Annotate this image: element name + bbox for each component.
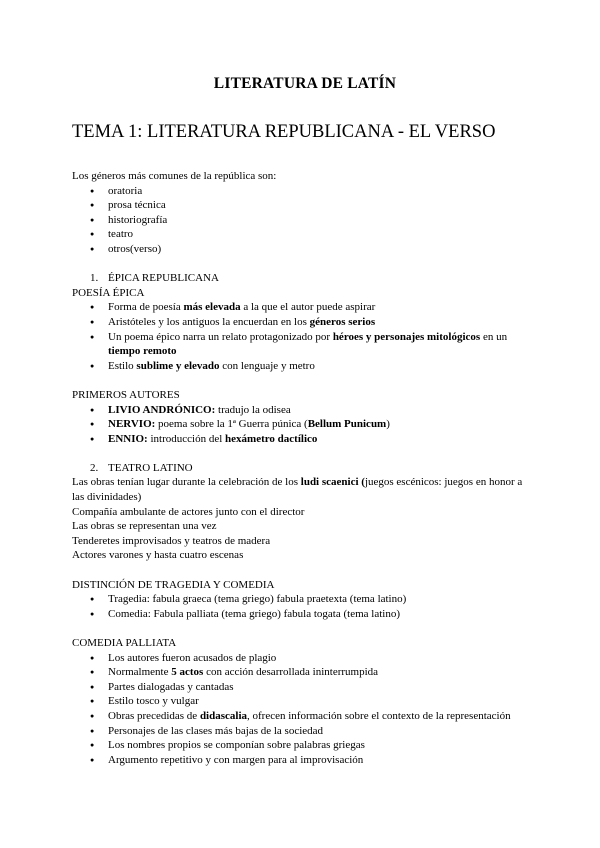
subheading-primeros-autores (72, 388, 532, 403)
text: ÉPICA REPUBLICANA (108, 272, 219, 285)
chapter-heading: TEMA 1: LITERATURA REPUBLICANA - EL VERSO (72, 122, 496, 142)
bullet-icon: ● (90, 682, 95, 691)
bullet-icon: ● (90, 405, 95, 414)
text: oratoria (108, 184, 143, 197)
subheading-distincion (72, 578, 532, 593)
list-item (72, 359, 532, 374)
bullet-icon: ● (90, 609, 95, 618)
text: PRIMEROS AUTORES (72, 388, 180, 401)
text: POESÍA ÉPICA (72, 286, 145, 299)
bold-text: hexámetro dactílico (225, 432, 318, 445)
text: Partes dialogadas y cantadas (108, 680, 234, 693)
paragraph (72, 475, 532, 504)
list-item (72, 592, 532, 607)
list-item (72, 709, 532, 724)
paragraph (72, 548, 532, 563)
bullet-icon: ● (90, 434, 95, 443)
text: Aristóteles y los antiguos la encuerdan en los (108, 315, 310, 328)
list-item (72, 330, 532, 359)
bold-text: didascalia (199, 709, 248, 722)
bold-text: ENNIO: (108, 432, 148, 445)
bullet-icon: ● (90, 361, 95, 370)
text: Obras precedidas de (108, 709, 200, 722)
text: Los géneros más comunes de la república son: (72, 170, 277, 182)
text: teatro (108, 228, 134, 241)
list-item (72, 403, 532, 418)
text: Estilo tosco y vulgar (108, 695, 199, 708)
bullet-icon: ● (90, 186, 95, 195)
list-item (72, 665, 532, 680)
text: Los nombres propios se componían sobre palabras griegas (108, 739, 365, 752)
text: Forma de poesía (108, 301, 184, 314)
text: con lenguaje y metro (219, 359, 315, 372)
bold-text: tiempo remoto (108, 345, 177, 358)
spacer (72, 373, 532, 388)
list-item (72, 198, 532, 213)
text: COMEDIA PALLIATA (72, 637, 177, 649)
text: Tragedia: fabula graeca (tema griego) fabula praetexta (tema latino) (108, 593, 407, 606)
text: Argumento repetitivo y con margen para al improvisación (108, 753, 364, 766)
bullet-icon: ● (90, 711, 95, 720)
list-item (72, 242, 532, 257)
spacer (72, 563, 532, 578)
text: Comedia: Fabula palliata (tema griego) fabula togata (tema latino) (108, 607, 400, 620)
bullet-icon: ● (90, 317, 95, 326)
list-item (72, 227, 532, 242)
document-body (72, 169, 532, 767)
subheading-comedia-palliata (72, 636, 532, 651)
bold-text: géneros serios (309, 315, 376, 328)
text: Las obras tenían lugar durante la celebración de los (72, 476, 301, 489)
list-item (72, 651, 532, 666)
text: TEATRO LATINO (108, 461, 193, 474)
text: Los autores fueron acusados de plagio (108, 651, 277, 664)
bold-text: Bellum Punicum (307, 418, 387, 431)
list-item (72, 680, 532, 695)
bullet-icon: ● (90, 244, 95, 253)
text: Actores varones y hasta cuatro escenas (72, 549, 244, 562)
paragraph (72, 505, 532, 520)
list-item (72, 738, 532, 753)
bold-text: sublime y elevado (136, 359, 220, 372)
bold-text: más elevada (183, 301, 241, 314)
text: poema sobre la 1ª Guerra púnica ( (155, 418, 308, 431)
text: , ofrecen información sobre el contexto de la representación (247, 709, 511, 722)
bold-text: LIVIO ANDRÓNICO: (108, 403, 216, 416)
bullet-icon: ● (90, 668, 95, 677)
list-item (72, 300, 532, 315)
text: introducción del (147, 432, 226, 445)
text: tradujo la odisea (215, 403, 291, 416)
section-teatro-latino (72, 461, 532, 476)
list-item (72, 753, 532, 768)
bullet-icon: ● (90, 653, 95, 662)
text: en un (480, 330, 508, 343)
intro-text (72, 169, 532, 184)
list-item (72, 213, 532, 228)
text: Compañía ambulante de actores junto con el director (72, 505, 305, 518)
list-number: 1. (90, 272, 99, 285)
list-item (72, 694, 532, 709)
list-item (72, 417, 532, 432)
list-item (72, 184, 532, 199)
text: Las obras se representan una vez (72, 520, 217, 533)
bullet-icon: ● (90, 697, 95, 706)
bullet-icon: ● (90, 420, 95, 429)
text: Personajes de las clases más bajas de la sociedad (108, 724, 324, 737)
spacer (72, 446, 532, 461)
bullet-icon: ● (90, 332, 95, 341)
bullet-icon: ● (90, 595, 95, 604)
bold-text: 5 actos (171, 666, 204, 679)
bold-text: NERVIO: (108, 418, 156, 431)
bullet-icon: ● (90, 201, 95, 210)
text: otros(verso) (108, 242, 162, 255)
text: juegos escénicos: juegos en honor a las divinidades) (72, 476, 523, 504)
bullet-icon: ● (90, 215, 95, 224)
text: ) (386, 418, 390, 431)
bullet-icon: ● (90, 755, 95, 764)
bold-text: héroes y personajes mitológicos (332, 330, 481, 343)
list-item (72, 607, 532, 622)
text: Un poema épico narra un relato protagonizado por (108, 330, 333, 343)
paragraph (72, 519, 532, 534)
bullet-icon: ● (90, 230, 95, 239)
bullet-icon: ● (90, 303, 95, 312)
paragraph (72, 534, 532, 549)
section-epica-republicana (72, 271, 532, 286)
bullet-icon: ● (90, 726, 95, 735)
spacer (72, 621, 532, 636)
text: Tenderetes improvisados y teatros de madera (72, 534, 271, 547)
list-item (72, 724, 532, 739)
text: DISTINCIÓN DE TRAGEDIA Y COMEDIA (72, 578, 275, 591)
text: con acción desarrollada ininterrumpida (203, 666, 379, 679)
subheading-poesia-epica (72, 286, 532, 301)
list-item (72, 315, 532, 330)
text: Normalmente (108, 666, 172, 679)
text: a la que el autor puede aspirar (240, 301, 376, 314)
list-number: 2. (90, 461, 99, 474)
bold-text: ludi scaenici ( (300, 476, 365, 489)
list-item (72, 432, 532, 447)
text: prosa técnica (108, 199, 166, 212)
text: Estilo (108, 359, 137, 372)
document-title: LITERATURA DE LATÍN (213, 75, 397, 92)
spacer (72, 257, 532, 272)
text: historiografía (108, 213, 168, 226)
bullet-icon: ● (90, 741, 95, 750)
